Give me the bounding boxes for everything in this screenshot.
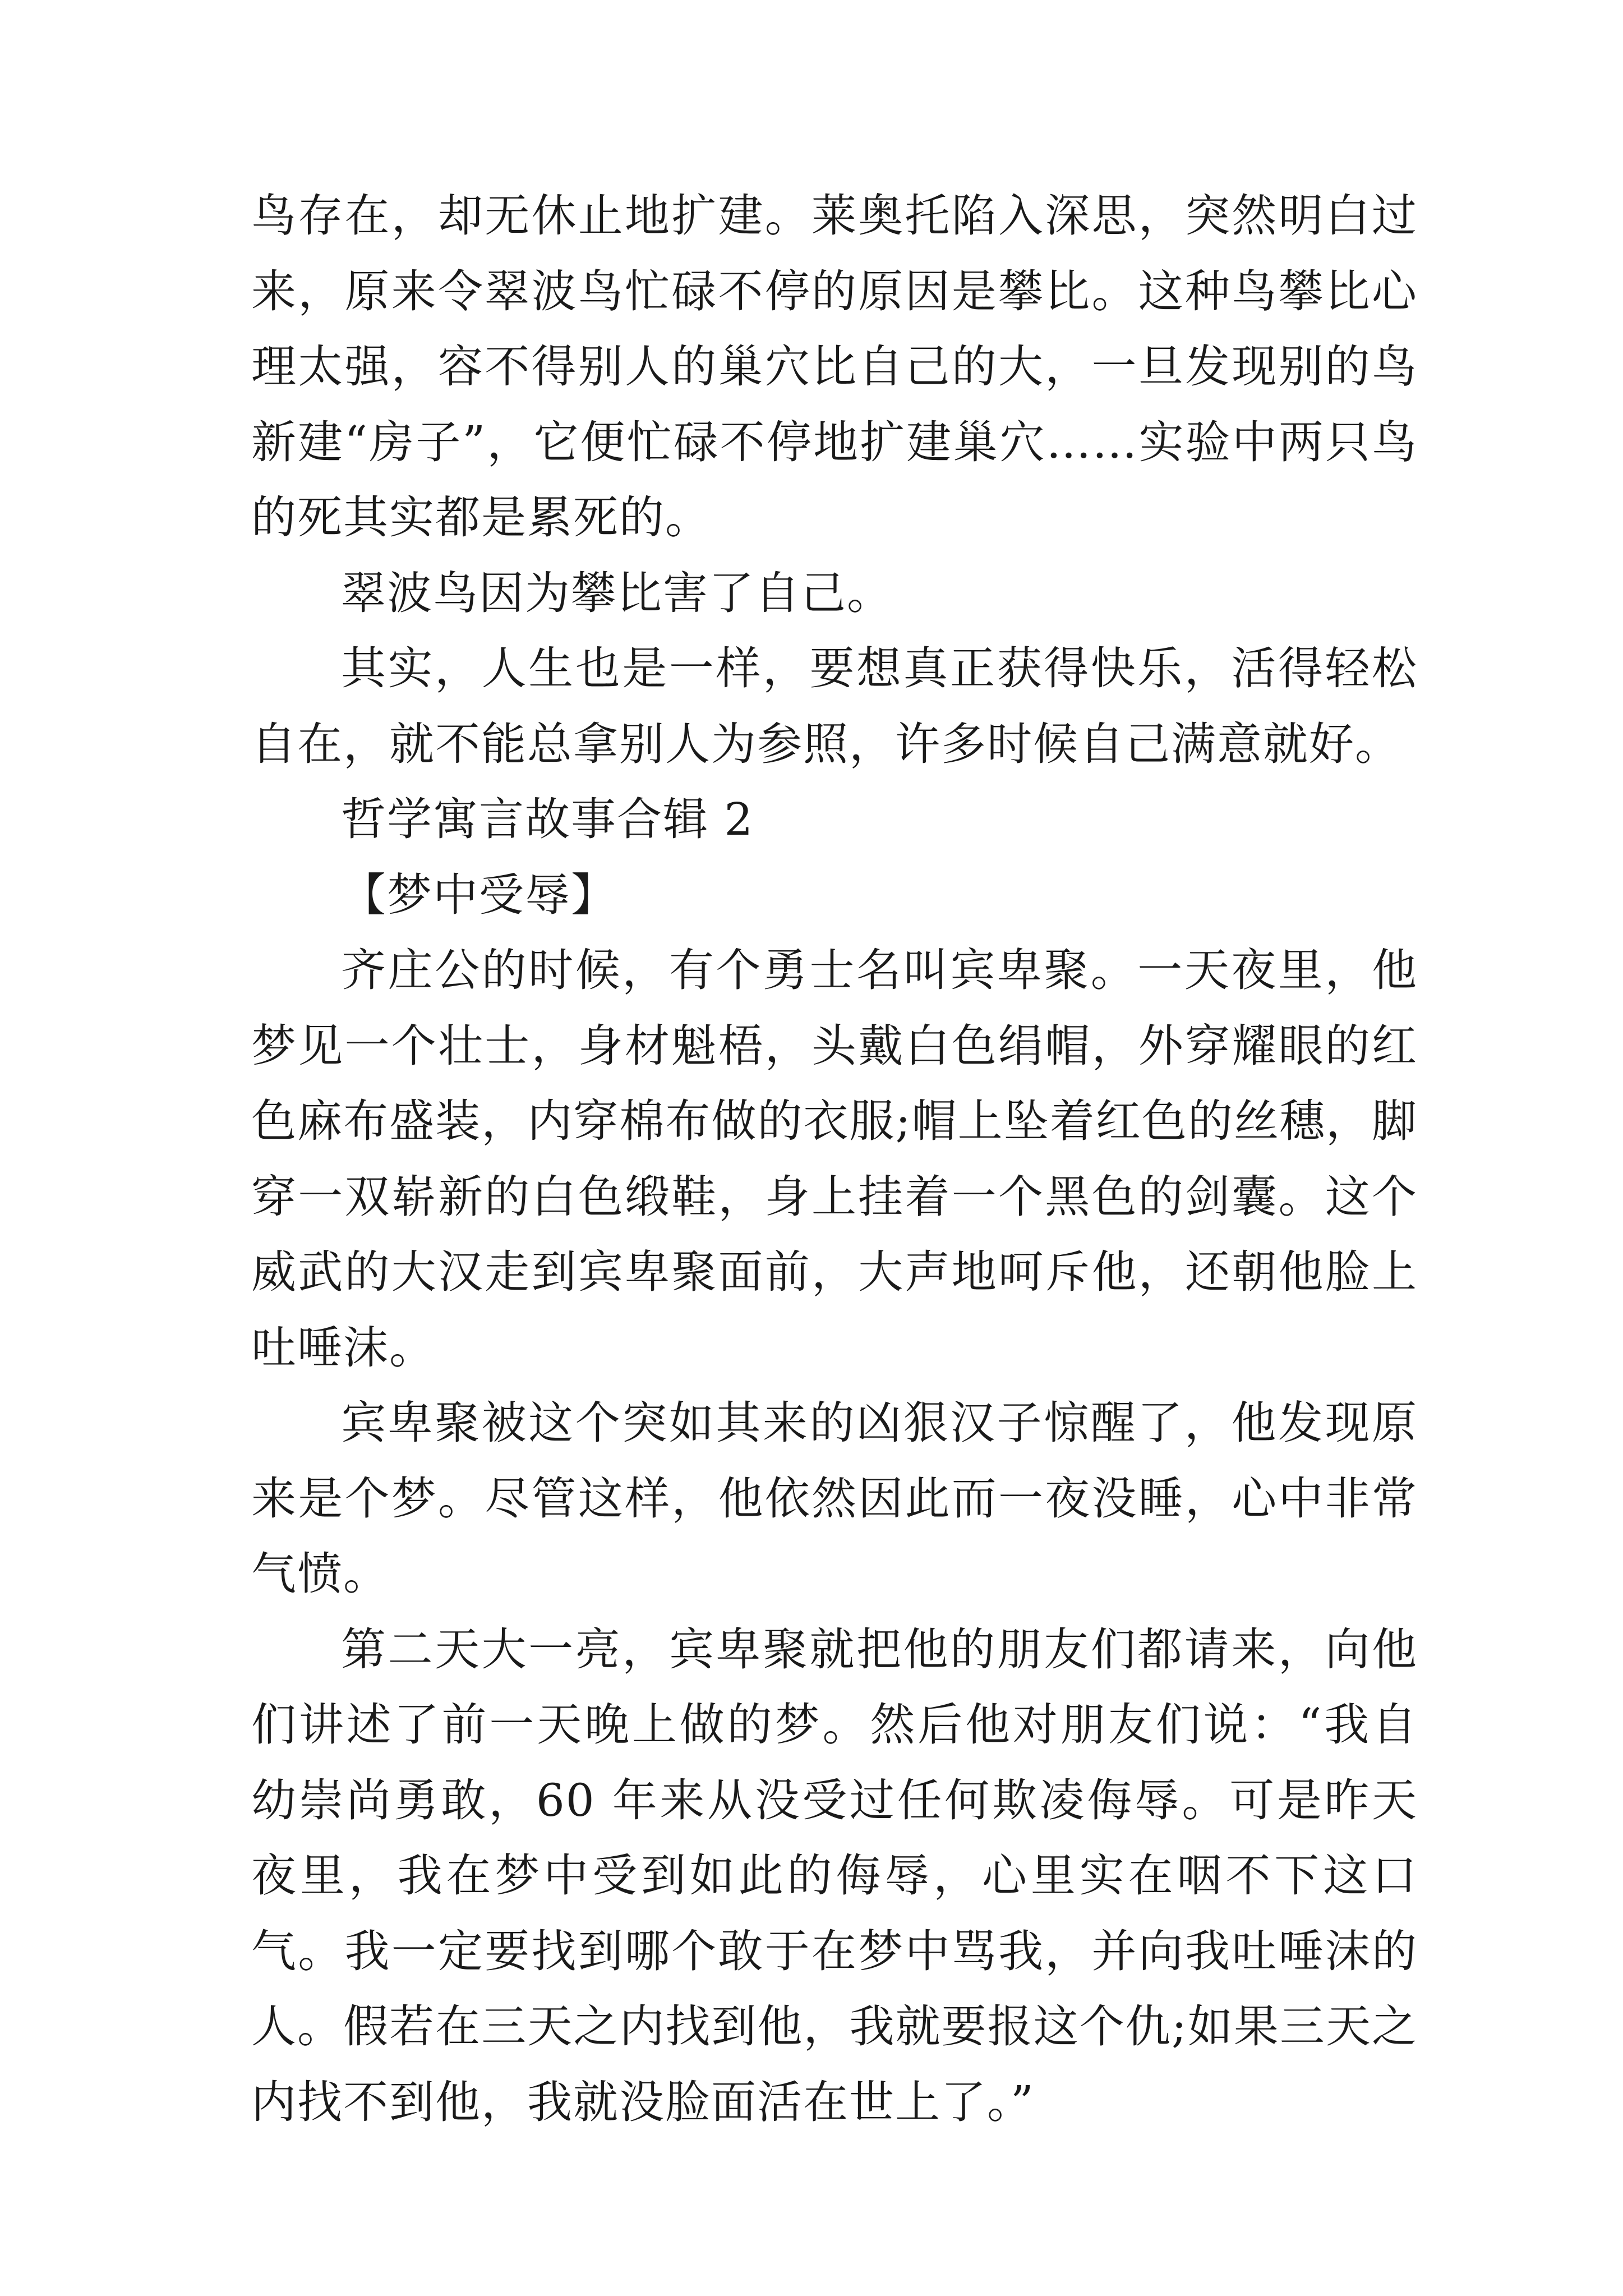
paragraph-conclusion: 翠波鸟因为攀比害了自己。 bbox=[341, 567, 893, 619]
document-body bbox=[251, 178, 1418, 2140]
paragraph-moral: 其实，人生也是一样，要想真正获得快乐，活得轻松自在，就不能总拿别人为参照，许多时候自己满意就好。 bbox=[251, 642, 1418, 770]
section-heading: 哲学寓言故事合辑 2 bbox=[341, 793, 754, 845]
paragraph-story-intro: 齐庄公的时候，有个勇士名叫宾卑聚。一天夜里，他梦见一个壮士，身材魁梧，头戴白色绢帽，外穿耀眼的红色麻布盛装，内穿棉布做的衣服;帽上坠着红色的丝穗，脚穿一双崭新的白色缎鞋，身上挂着一个黑色的剑囊。这个威武的大汉走到宾卑聚面前，大声地呵斥他，还朝他脸上吐唾沫。 bbox=[251, 944, 1418, 1374]
paragraph-continuation: 鸟存在，却无休止地扩建。莱奥托陷入深思，突然明白过来，原来令翠波鸟忙碌不停的原因是攀比。这种鸟攀比心理太强，容不得别人的巢穴比自己的大，一旦发现别的鸟新建“房子”，它便忙碌不停地扩建巢穴……实验中两只鸟的死其实都是累死的。 bbox=[251, 190, 1418, 544]
paragraph-story-speech: 第二天大一亮，宾卑聚就把他的朋友们都请来，向他们讲述了前一天晚上做的梦。然后他对朋友们说：“我自幼崇尚勇敢，60 年来从没受过任何欺凌侮辱。可是昨天夜里，我在梦中受到如此的侮辱，心里实在咽不下这口气。我一定要找到哪个敢于在梦中骂我，并向我吐唾沫的人。假若在三天之内找到他，我就要报这个仇;如果三天之内找不到他，我就没脸面活在世上了。” bbox=[251, 1623, 1418, 2128]
paragraph-story-awake: 宾卑聚被这个突如其来的凶狠汉子惊醒了，他发现原来是个梦。尽管这样，他依然因此而一夜没睡，心中非常气愤。 bbox=[251, 1397, 1418, 1600]
story-title: 【梦中受辱】 bbox=[341, 868, 617, 921]
